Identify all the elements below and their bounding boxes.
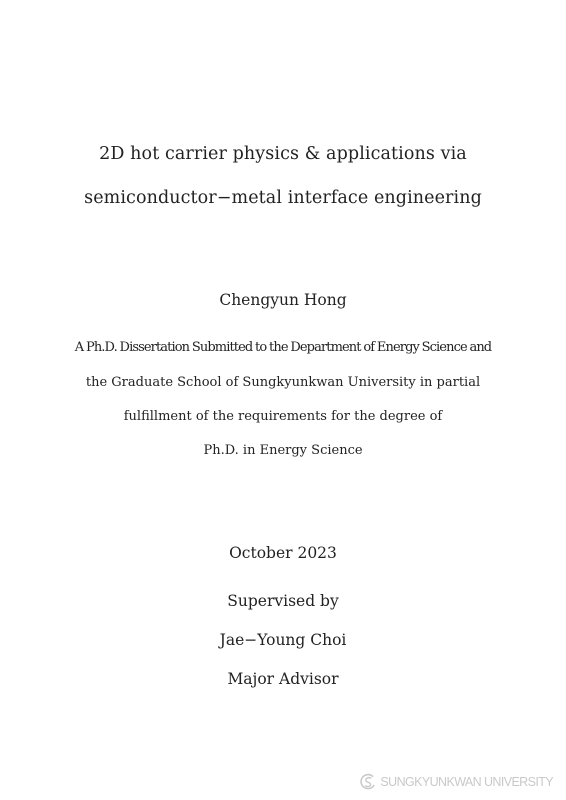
supervisor-name: Jae−Young Choi xyxy=(219,631,347,649)
title-line-1: 2D hot carrier physics & applications via xyxy=(99,144,467,164)
title-line-2: semiconductor−metal interface engineering xyxy=(84,188,482,208)
supervised-by-label: Supervised by xyxy=(227,592,339,610)
advisor-role: Major Advisor xyxy=(227,670,339,688)
description-line-4: Ph.D. in Energy Science xyxy=(203,443,363,458)
author-name: Chengyun Hong xyxy=(219,291,347,309)
description-line-1: A Ph.D. Dissertation Submitted to the Department of Energy Science and xyxy=(74,340,492,355)
watermark-text: SUNGKYUNKWAN UNIVERSITY xyxy=(380,775,553,789)
description-line-3: fulfillment of the requirements for the degree of xyxy=(123,409,443,424)
description-line-2: the Graduate School of Sungkyunkwan University in partial xyxy=(85,375,481,390)
university-watermark xyxy=(359,773,553,791)
submission-date: October 2023 xyxy=(229,544,337,562)
university-logo-icon xyxy=(359,773,377,791)
